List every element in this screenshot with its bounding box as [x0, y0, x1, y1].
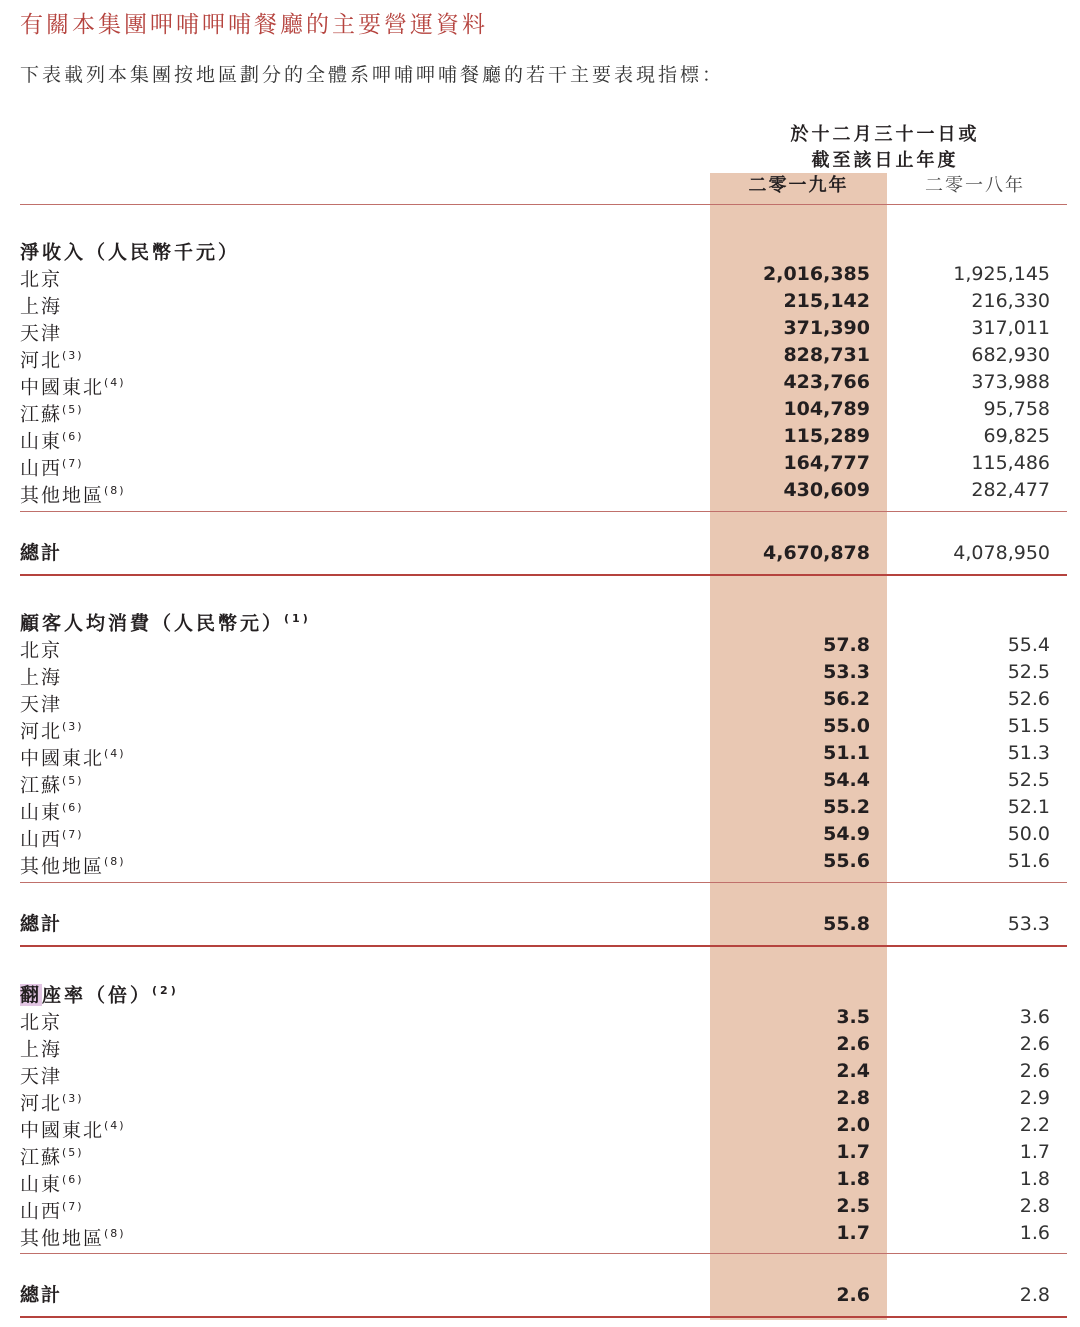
value-2019: 54.9 — [823, 823, 870, 845]
total-value-2019: 55.8 — [823, 913, 870, 935]
page-subtitle: 下表載列本集團按地區劃分的全體系呷哺呷哺餐廳的若干主要表現指標： — [20, 64, 725, 86]
total-label: 總計 — [20, 542, 63, 564]
table-row: 中國東北$^{(4)}$ 2.0 2.2 — [20, 1114, 1050, 1142]
header-line-1: 於十二月三十一日或 — [790, 124, 980, 145]
value-2019: 1.7 — [836, 1141, 870, 1163]
table-row — [0, 315, 1080, 345]
subtotal-rule — [20, 882, 1067, 883]
section-title-table-turnover: 翻座率（倍）$^{(2)}$ — [20, 984, 179, 1007]
row-label: 河北 — [20, 720, 63, 743]
table-row — [0, 1031, 1080, 1061]
row-label: 山西 — [20, 1200, 63, 1223]
row-label: 山西 — [20, 457, 63, 480]
row-label: 上海 — [20, 1038, 63, 1061]
total-value-2018: 53.3 — [1007, 913, 1050, 935]
value-2019: 2.6 — [836, 1033, 870, 1055]
value-2019: 55.0 — [823, 715, 870, 737]
value-2018: 51.5 — [1007, 715, 1050, 737]
value-2019: 57.8 — [823, 634, 870, 656]
table-row: 其他地區$^{(8)}$ 1.7 1.6 — [20, 1222, 1050, 1250]
value-2019: 2.4 — [836, 1060, 870, 1082]
value-2018: 2.6 — [1019, 1060, 1050, 1082]
column-header-2018: 二零一八年 — [925, 175, 1025, 196]
header-rule — [20, 204, 1067, 205]
value-2019: 2.5 — [836, 1195, 870, 1217]
section-title-spending-per-customer: 顧客人均消費（人民幣元）$^{(1)}$ — [20, 612, 311, 635]
row-label: 北京 — [20, 639, 63, 662]
table-row: 其他地區$^{(8)}$ 55.6 51.6 — [20, 850, 1050, 878]
value-2018: 115,486 — [971, 452, 1050, 474]
table-row: 山西$^{(7)}$ 54.9 50.0 — [20, 823, 1050, 851]
value-2018: 3.6 — [1019, 1006, 1050, 1028]
table-row — [0, 632, 1080, 662]
row-label: 河北 — [20, 349, 63, 372]
value-2018: 1.7 — [1019, 1141, 1050, 1163]
value-2019: 423,766 — [783, 371, 870, 393]
section-end-rule — [20, 1316, 1067, 1318]
row-label: 中國東北 — [20, 376, 105, 399]
total-value-2019: 2.6 — [836, 1284, 870, 1306]
value-2018: 2.6 — [1019, 1033, 1050, 1055]
total-row — [0, 911, 1080, 938]
page-title: 有關本集團呷哺呷哺餐廳的主要營運資料 — [20, 12, 488, 38]
row-label: 北京 — [20, 1011, 63, 1034]
section-title-net-revenue: 淨收入（人民幣千元） — [20, 241, 241, 264]
value-2019: 2.0 — [836, 1114, 870, 1136]
table-row: 山東$^{(6)}$ 55.2 52.1 — [20, 796, 1050, 824]
table-row: 河北$^{(3)}$ 828,731 682,930 — [20, 344, 1050, 372]
value-2018: 52.1 — [1007, 796, 1050, 818]
table-row: 江蘇$^{(5)}$ 54.4 52.5 — [20, 769, 1050, 797]
row-label: 江蘇 — [20, 1146, 63, 1169]
value-2018: 282,477 — [971, 479, 1050, 501]
total-value-2018: 2.8 — [1019, 1284, 1050, 1306]
text-selection-highlight[interactable]: 翻 — [20, 984, 43, 1007]
section-end-rule — [20, 574, 1067, 576]
value-2018: 69,825 — [983, 425, 1050, 447]
table-row: 山西$^{(7)}$ 164,777 115,486 — [20, 452, 1050, 480]
row-label: 中國東北 — [20, 747, 105, 770]
value-2019: 55.2 — [823, 796, 870, 818]
row-label: 天津 — [20, 1065, 63, 1088]
table-row — [0, 1004, 1080, 1034]
table-row: 江蘇$^{(5)}$ 104,789 95,758 — [20, 398, 1050, 426]
total-row — [0, 540, 1080, 567]
value-2018: 51.3 — [1007, 742, 1050, 764]
value-2019: 1.7 — [836, 1222, 870, 1244]
column-header-2019: 二零一九年 — [748, 175, 849, 196]
value-2018: 52.6 — [1007, 688, 1050, 710]
value-2019: 115,289 — [783, 425, 870, 447]
table-row: 江蘇$^{(5)}$ 1.7 1.7 — [20, 1141, 1050, 1169]
subtotal-rule — [20, 511, 1067, 512]
row-label: 山東 — [20, 801, 63, 824]
value-2018: 1,925,145 — [953, 263, 1050, 285]
value-2019: 104,789 — [783, 398, 870, 420]
value-2019: 2.8 — [836, 1087, 870, 1109]
table-row: 其他地區$^{(8)}$ 430,609 282,477 — [20, 479, 1050, 507]
value-2019: 56.2 — [823, 688, 870, 710]
value-2018: 2.8 — [1019, 1195, 1050, 1217]
value-2019: 828,731 — [783, 344, 870, 366]
value-2018: 2.9 — [1019, 1087, 1050, 1109]
total-row — [0, 1282, 1080, 1309]
value-2019: 1.8 — [836, 1168, 870, 1190]
table-row: 山西$^{(7)}$ 2.5 2.8 — [20, 1195, 1050, 1223]
value-2019: 3.5 — [836, 1006, 870, 1028]
value-2019: 54.4 — [823, 769, 870, 791]
value-2018: 51.6 — [1007, 850, 1050, 872]
value-2019: 215,142 — [783, 290, 870, 312]
table-row: 山東$^{(6)}$ 115,289 69,825 — [20, 425, 1050, 453]
value-2019: 2,016,385 — [763, 263, 870, 285]
table-row: 山東$^{(6)}$ 1.8 1.8 — [20, 1168, 1050, 1196]
value-2018: 52.5 — [1007, 769, 1050, 791]
total-value-2018: 4,078,950 — [953, 542, 1050, 564]
value-2018: 52.5 — [1007, 661, 1050, 683]
total-value-2019: 4,670,878 — [763, 542, 870, 564]
row-label: 山西 — [20, 828, 63, 851]
row-label: 江蘇 — [20, 774, 63, 797]
table-row — [0, 1058, 1080, 1088]
subtotal-rule — [20, 1253, 1067, 1254]
total-label: 總計 — [20, 1284, 63, 1306]
table-row: 河北$^{(3)}$ 55.0 51.5 — [20, 715, 1050, 743]
row-label: 山東 — [20, 1173, 63, 1196]
value-2018: 1.8 — [1019, 1168, 1050, 1190]
value-2019: 53.3 — [823, 661, 870, 683]
value-2019: 430,609 — [783, 479, 870, 501]
row-label: 山東 — [20, 430, 63, 453]
row-label: 其他地區 — [20, 1227, 105, 1250]
value-2018: 50.0 — [1007, 823, 1050, 845]
value-2018: 55.4 — [1007, 634, 1050, 656]
row-label: 其他地區 — [20, 855, 105, 878]
value-2018: 95,758 — [983, 398, 1050, 420]
table-row: 中國東北$^{(4)}$ 51.1 51.3 — [20, 742, 1050, 770]
row-label: 北京 — [20, 268, 63, 291]
row-label: 江蘇 — [20, 403, 63, 426]
row-label: 中國東北 — [20, 1119, 105, 1142]
table-row — [0, 686, 1080, 716]
value-2019: 55.6 — [823, 850, 870, 872]
row-label: 上海 — [20, 666, 63, 689]
value-2018: 317,011 — [971, 317, 1050, 339]
value-2019: 51.1 — [823, 742, 870, 764]
value-2018: 1.6 — [1019, 1222, 1050, 1244]
row-label: 天津 — [20, 693, 63, 716]
table-row: 河北$^{(3)}$ 2.8 2.9 — [20, 1087, 1050, 1115]
row-label: 河北 — [20, 1092, 63, 1115]
total-label: 總計 — [20, 913, 63, 935]
header-line-2: 截至該日止年度 — [811, 150, 959, 171]
table-row — [0, 261, 1080, 291]
value-2018: 682,930 — [971, 344, 1050, 366]
table-row: 中國東北$^{(4)}$ 423,766 373,988 — [20, 371, 1050, 399]
value-2018: 373,988 — [971, 371, 1050, 393]
row-label: 上海 — [20, 295, 63, 318]
value-2018: 2.2 — [1019, 1114, 1050, 1136]
table-row — [0, 288, 1080, 318]
value-2018: 216,330 — [971, 290, 1050, 312]
table-row — [0, 659, 1080, 689]
row-label: 其他地區 — [20, 484, 105, 507]
value-2019: 371,390 — [783, 317, 870, 339]
row-label: 天津 — [20, 322, 63, 345]
value-2019: 164,777 — [783, 452, 870, 474]
section-end-rule — [20, 945, 1067, 947]
